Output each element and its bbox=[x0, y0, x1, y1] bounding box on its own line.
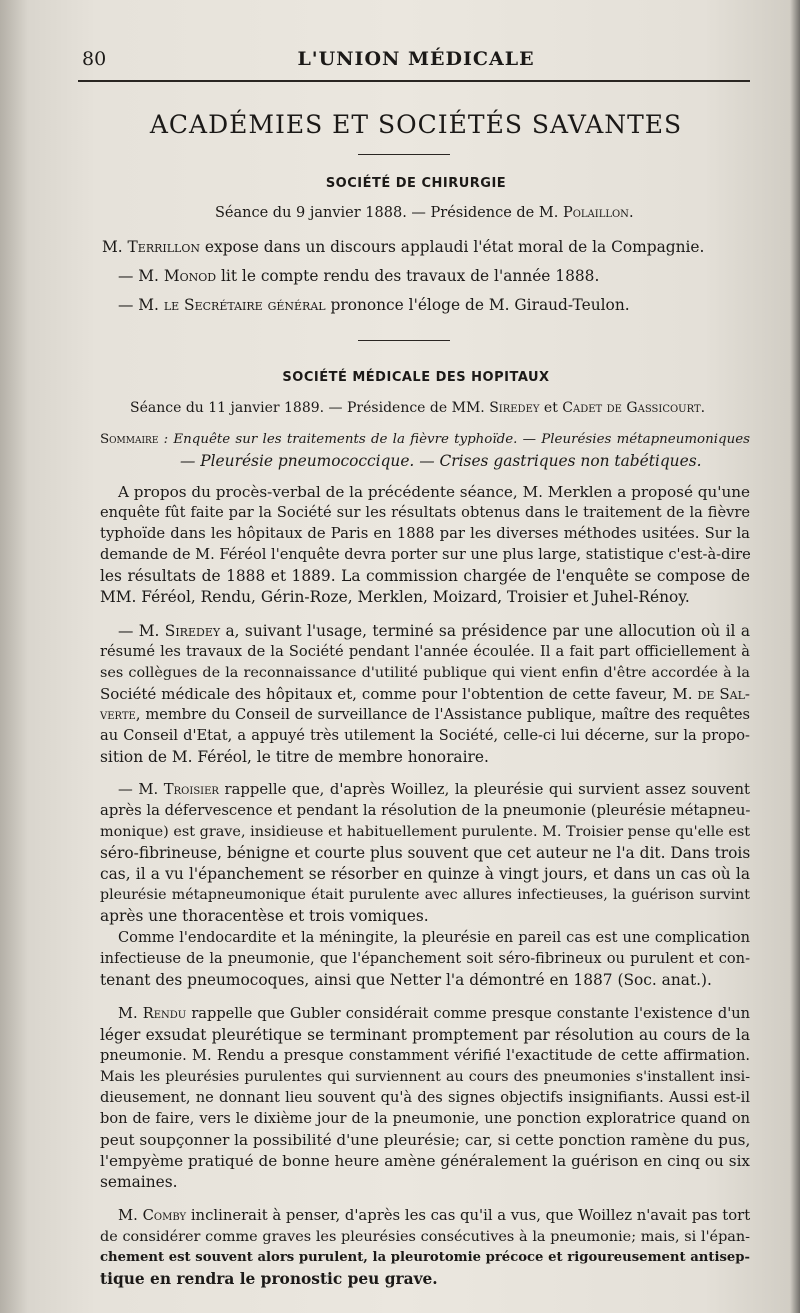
president-name: Siredey bbox=[489, 400, 540, 416]
line-text: M. bbox=[118, 1207, 143, 1224]
line-text: M. bbox=[118, 1005, 143, 1022]
paragraph-line bbox=[118, 1004, 750, 1024]
dash: — M. bbox=[118, 267, 164, 285]
session-end: . bbox=[628, 205, 634, 221]
paragraph-line bbox=[118, 621, 750, 641]
chirurgie-session bbox=[215, 203, 634, 223]
speaker-name: Comby bbox=[142, 1207, 187, 1224]
paragraph-line: typhoïde dans les hôpitaux de Paris en 1888 par les diverses méthodes usitées. Sur la bbox=[100, 525, 750, 542]
chirurgie-line-3 bbox=[118, 295, 630, 315]
speaker-name: le Secrétaire général bbox=[163, 296, 326, 314]
paragraph-line: pleurésie métapneumonique était purulente avec allures infectieuses, la guérison survint bbox=[100, 887, 750, 903]
line-text: rappelle que, d'après Woillez, la pleurésie qui survient assez souvent bbox=[218, 781, 750, 798]
person-name: verte bbox=[100, 706, 136, 723]
chirurgie-line-1 bbox=[102, 237, 704, 257]
paragraph-line: pneumonie. M. Rendu a presque constamment vérifié l'exactitude de cette affirmation. bbox=[100, 1047, 750, 1064]
session-and: et bbox=[539, 400, 563, 416]
session-text: Séance du 11 janvier 1889. — Présidence de MM. bbox=[130, 400, 490, 416]
line-text: Société médicale des hôpitaux et, comme pour l'obtention de cette faveur, M. bbox=[100, 685, 698, 703]
paragraph-line: séro-fibrineuse, bénigne et courte plus souvent que cet auteur ne l'a dit. Dans trois bbox=[100, 844, 751, 862]
society-hopitaux-heading: SOCIÉTÉ MÉDICALE DES HOPITAUX bbox=[282, 370, 550, 385]
speaker-name: Rendu bbox=[142, 1005, 187, 1022]
paragraph-line: résumé les travaux de la Société pendant l'année écoulée. Il a fait part officiellement à bbox=[100, 643, 750, 660]
paragraph-line: cas, il a vu l'épanchement se résorber en quinze à vingt jours, et dans un cas où la bbox=[100, 865, 750, 883]
sommaire-label: Sommaire bbox=[100, 432, 159, 447]
president-name: Polaillon bbox=[562, 205, 629, 221]
dash: — M. bbox=[118, 622, 165, 640]
chirurgie-line-2 bbox=[118, 266, 599, 286]
paragraph-line: les résultats de 1888 et 1889. La commission chargée de l'enquête se compose de bbox=[100, 567, 750, 585]
dash: — M. bbox=[118, 296, 164, 314]
speaker-name: Monod bbox=[163, 267, 217, 285]
person-name: de Sal- bbox=[697, 685, 750, 703]
paragraph-line: sition de M. Féréol, le titre de membre honoraire. bbox=[100, 748, 489, 766]
paragraph-line: demande de M. Féréol l'enquête devra porter sur une plus large, statistique c'est-à-dire bbox=[100, 546, 751, 563]
paragraph-line: tenant des pneumocoques, ainsi que Netter l'a démontré en 1887 (Soc. anat.). bbox=[100, 971, 712, 989]
sommaire-text: : Enquête sur les traitements de la fièvre typhoïde. — Pleurésies métapneumoniques bbox=[158, 432, 750, 447]
paragraph-line: bon de faire, vers le dixième jour de la pneumonie, une ponction exploratrice quand on bbox=[100, 1110, 750, 1127]
page-shadow-left bbox=[0, 0, 28, 1313]
line-text: expose dans un discours applaudi l'état moral de la Compagnie. bbox=[200, 238, 705, 256]
president-name: Cadet de Gassicourt bbox=[562, 400, 701, 416]
paragraph-line: léger exsudat pleurétique se terminant promptement par résolution au cours de la bbox=[100, 1026, 750, 1044]
line-text: lit le compte rendu des travaux de l'année 1888. bbox=[216, 267, 600, 285]
section-separator bbox=[358, 340, 450, 341]
paragraph-line: A propos du procès-verbal de la précédente séance, M. Merklen a proposé qu'une bbox=[118, 483, 750, 501]
session-text: Séance du 9 janvier 1888. — Présidence de M. bbox=[215, 205, 563, 221]
paragraph-line: ses collègues de la reconnaissance d'utilité publique qui vient enfin d'être accordée à la bbox=[100, 665, 750, 681]
dash: — M. bbox=[118, 781, 164, 798]
paragraph-line: enquête fût faite par la Société sur les résultats obtenus dans le traitement de la fièvre bbox=[100, 504, 750, 521]
paragraph-line: après la défervescence et pendant la résolution de la pneumonie (pleurésie métapneu- bbox=[100, 802, 751, 819]
line-text: prononce l'éloge de M. Giraud-Teulon. bbox=[325, 296, 630, 314]
paragraph-line bbox=[118, 780, 750, 800]
section-title: ACADÉMIES ET SOCIÉTÉS SAVANTES bbox=[149, 110, 683, 139]
paragraph-line: l'empyème pratiqué de bonne heure amène généralement la guérison en cinq ou six bbox=[100, 1152, 750, 1170]
speaker-name: M. Terrillon bbox=[102, 238, 201, 256]
paragraph-line: MM. Féréol, Rendu, Gérin-Roze, Merklen, Moizard, Troisier et Juhel-Rénoy. bbox=[100, 588, 690, 606]
paragraph-line: semaines. bbox=[100, 1173, 178, 1191]
page-number: 80 bbox=[82, 48, 107, 70]
line-text: , membre du Conseil de surveillance de l'Assistance publique, maître des requêtes bbox=[135, 706, 750, 723]
page-shadow-right bbox=[790, 0, 800, 1313]
paragraph-line: au Conseil d'Etat, a appuyé très utilement la Société, celle-ci lui décerne, sur la propo- bbox=[100, 727, 750, 744]
sommaire-line-1 bbox=[100, 430, 750, 450]
paragraph-line: tique en rendra le pronostic peu grave. bbox=[100, 1270, 438, 1288]
line-text: rappelle que Gubler considérait comme presque constante l'existence d'un bbox=[186, 1005, 750, 1022]
paragraph-line: infectieuse de la pneumonie, que l'épanchement soit séro-fibrineux ou purulent et con- bbox=[100, 950, 750, 967]
paragraph-line bbox=[118, 1206, 750, 1226]
title-rule bbox=[358, 154, 450, 155]
paragraph-line: de considérer comme graves les pleurésies consécutives à la pneumonie; mais, si l'épan- bbox=[100, 1229, 750, 1245]
paragraph-line: Comme l'endocardite et la méningite, la pleurésie en pareil cas est une complication bbox=[118, 929, 750, 946]
society-chirurgie-heading: SOCIÉTÉ DE CHIRURGIE bbox=[325, 176, 507, 191]
journal-title: L'UNION MÉDICALE bbox=[297, 48, 535, 70]
paragraph-line: monique) est grave, insidieuse et habituellement purulente. M. Troisier pense qu'elle est bbox=[100, 824, 751, 840]
speaker-name: Troisier bbox=[163, 781, 219, 798]
speaker-name: Siredey bbox=[164, 622, 221, 640]
paragraph-line bbox=[100, 684, 750, 704]
paragraph-line bbox=[100, 705, 750, 725]
paragraph-line: après une thoracentèse et trois vomiques. bbox=[100, 907, 429, 925]
paragraph-line: chement est souvent alors purulent, la pleurotomie précoce et rigoureusement antisep- bbox=[100, 1250, 750, 1265]
paragraph-line: dieusement, ne donnant lieu souvent qu'à des signes objectifs insignifiants. Aussi est-il bbox=[100, 1089, 750, 1106]
line-text: inclinerait à penser, d'après les cas qu'il a vus, que Woillez n'avait pas tort bbox=[186, 1207, 751, 1224]
running-head bbox=[82, 44, 750, 76]
paragraph-line: Mais les pleurésies purulentes qui surviennent au cours des pneumonies s'installent insi- bbox=[100, 1069, 750, 1085]
sommaire-line-2: — Pleurésie pneumococcique. — Crises gastriques non tabétiques. bbox=[180, 452, 702, 470]
line-text: a, suivant l'usage, terminé sa présidence par une allocution où il a bbox=[220, 622, 750, 640]
hopitaux-session bbox=[130, 398, 705, 418]
paragraph-line: peut soupçonner la possibilité d'une pleurésie; car, si cette ponction ramène du pus, bbox=[100, 1131, 751, 1149]
header-rule bbox=[78, 80, 750, 82]
session-end: . bbox=[700, 400, 706, 416]
